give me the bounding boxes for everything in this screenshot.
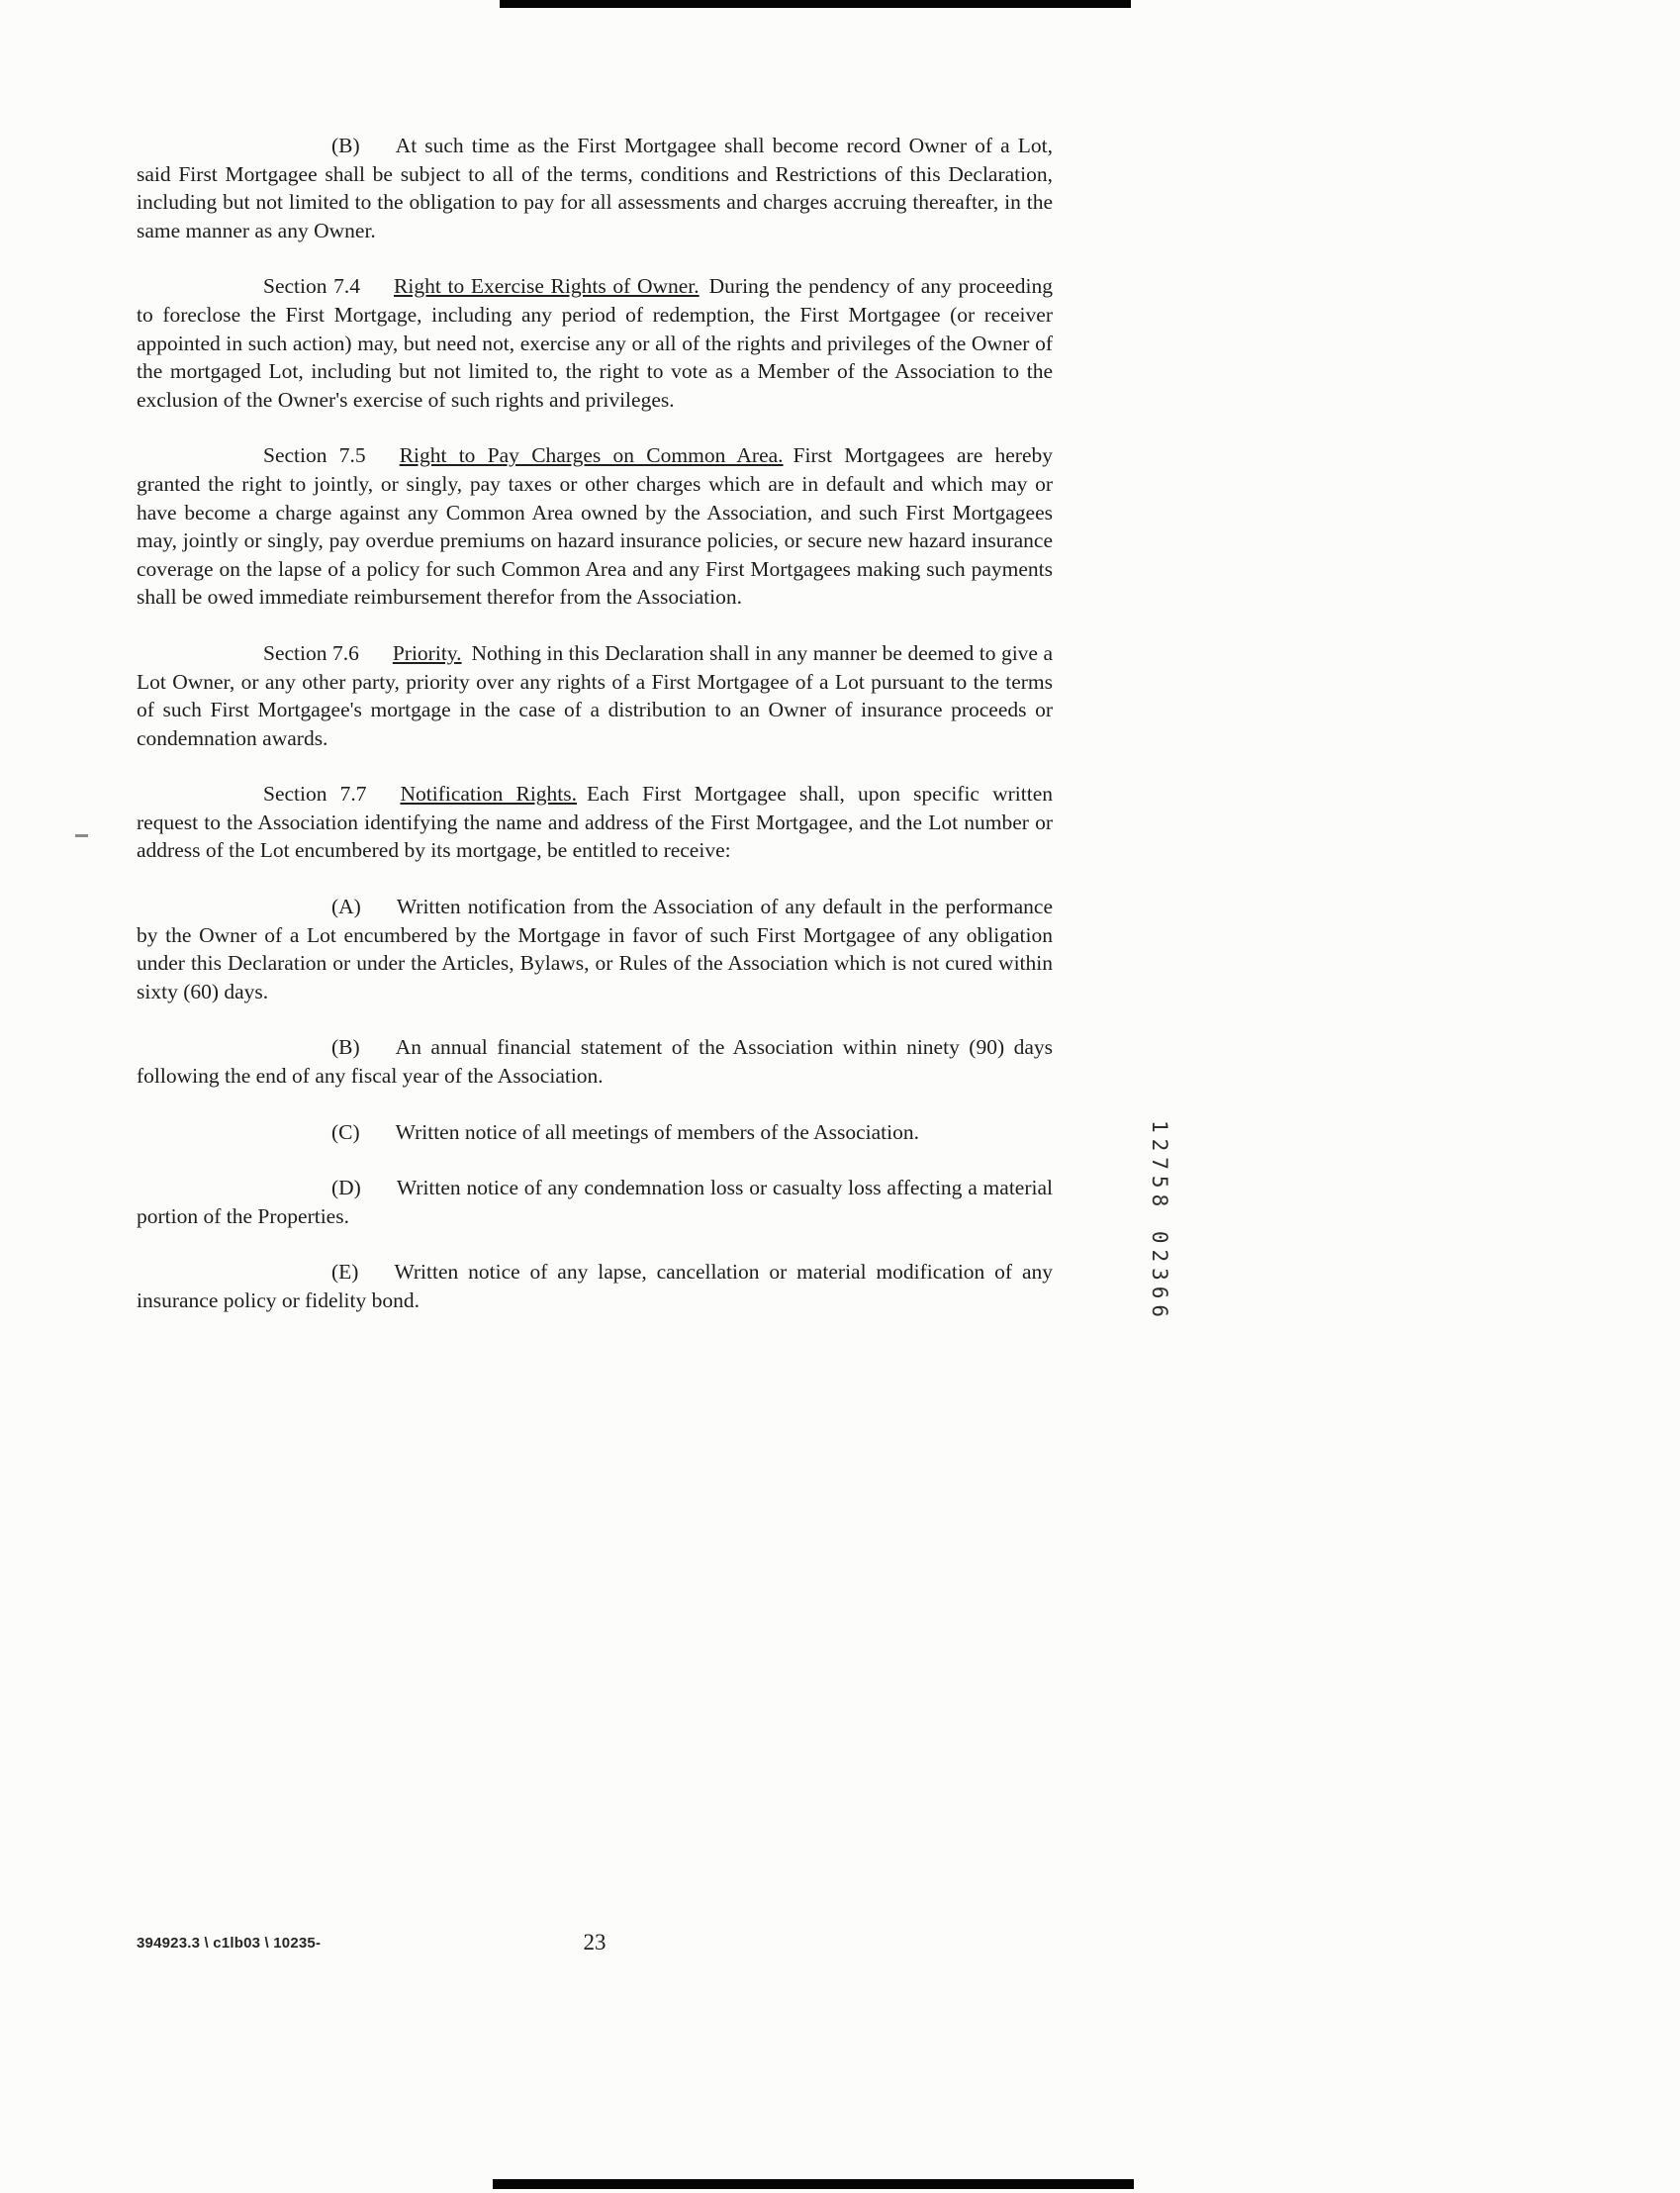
section-title: Right to Exercise Rights of Owner.: [394, 274, 700, 299]
section-text: Each First Mortgagee shall, upon specific written request to the Association identifying the name and address of the First Mortgagee, and the Lot number or address of the Lot encumbered by its mortgage, be entitled to receive:: [137, 782, 1053, 863]
section-number: Section 7.7: [263, 782, 367, 807]
item-label: (D): [331, 1176, 361, 1200]
list-item-c: [137, 1118, 1053, 1147]
list-item-b: [137, 1033, 1053, 1090]
section-7-5: [137, 441, 1053, 612]
section-number: Section 7.4: [263, 274, 361, 299]
item-label: (B): [331, 1035, 360, 1060]
scan-artifact-bottom-bar: [493, 2179, 1134, 2189]
section-text: During the pendency of any proceeding to foreclose the First Mortgage, including any period of redemption, the First Mortgagee (or receiver appointed in such action) may, but need not, exercise any or all of the rights and privileges of the Owner of the mortgaged Lot, including but not limited to, the right to vote as a Member of the Association to the exclusion of the Owner's exercise of such rights and privileges.: [137, 274, 1053, 412]
list-item-a: [137, 893, 1053, 1005]
section-text: First Mortgagees are hereby granted the right to jointly, or singly, pay taxes or other charges which are in default and which may or have become a charge against any Common Area owned by the Association, and such First Mortgagees may, jointly or singly, pay overdue premiums on hazard insurance policies, or secure new hazard insurance coverage on the lapse of a policy for such Common Area and any First Mortgagees making such payments shall be owed immediate reimbursement therefor from the Association.: [137, 443, 1054, 610]
section-title: Priority.: [392, 640, 462, 665]
item-text: Written notice of any lapse, cancellation or material modification of any insurance policy or fidelity bond.: [137, 1260, 1053, 1312]
item-text: An annual financial statement of the Association within ninety (90) days following the end of any fiscal year of the Association.: [137, 1035, 1053, 1089]
page-number: 23: [583, 1930, 607, 1955]
item-label: (A): [331, 895, 361, 919]
paragraph-intro-b: [137, 132, 1053, 244]
scan-artifact-top-bar: [500, 0, 1131, 8]
section-7-6: [137, 639, 1053, 752]
recording-stamp-vertical: 12758 02366: [1148, 1120, 1171, 1324]
item-label: (C): [331, 1119, 360, 1144]
item-text: Written notice of any condemnation loss or casualty loss affecting a material portion of the Properties.: [137, 1176, 1053, 1228]
item-label: (B): [331, 134, 360, 157]
section-7-7: [137, 780, 1053, 865]
list-item-d: [137, 1174, 1053, 1230]
document-id-footer: 394923.3 \ c1lb03 \ 10235-: [137, 1935, 322, 1952]
section-7-4: [137, 272, 1053, 414]
section-title: Notification Rights.: [400, 782, 578, 807]
item-text: Written notice of all meetings of members of the Association.: [395, 1119, 920, 1144]
item-text: Written notification from the Association of any default in the performance by the Owner of a Lot encumbered by the Mortgage in favor of such First Mortgagee of any obligation under this Declaration or under the Articles, Bylaws, or Rules of the Association which is not cured within sixty (60) days.: [137, 895, 1053, 1003]
item-text: At such time as the First Mortgagee shall become record Owner of a Lot, said First Mortgagee shall be subject to all of the terms, conditions and Restrictions of this Declaration, including but not limited to the obligation to pay for all assessments and charges accruing thereafter, in the same manner as any Owner.: [137, 134, 1053, 242]
section-text: Nothing in this Declaration shall in any manner be deemed to give a Lot Owner, or any other party, priority over any rights of a First Mortgagee of a Lot pursuant to the terms of such First Mortgagee's mortgage in the case of a distribution to an Owner of insurance proceeds or condemnation awards.: [137, 640, 1053, 750]
section-title: Right to Pay Charges on Common Area.: [399, 443, 784, 468]
document-body: [137, 132, 1053, 1343]
item-label: (E): [331, 1260, 359, 1285]
scan-artifact-dash: [75, 834, 88, 837]
section-number: Section 7.5: [263, 443, 366, 468]
section-number: Section 7.6: [263, 640, 359, 665]
list-item-e: [137, 1258, 1053, 1314]
